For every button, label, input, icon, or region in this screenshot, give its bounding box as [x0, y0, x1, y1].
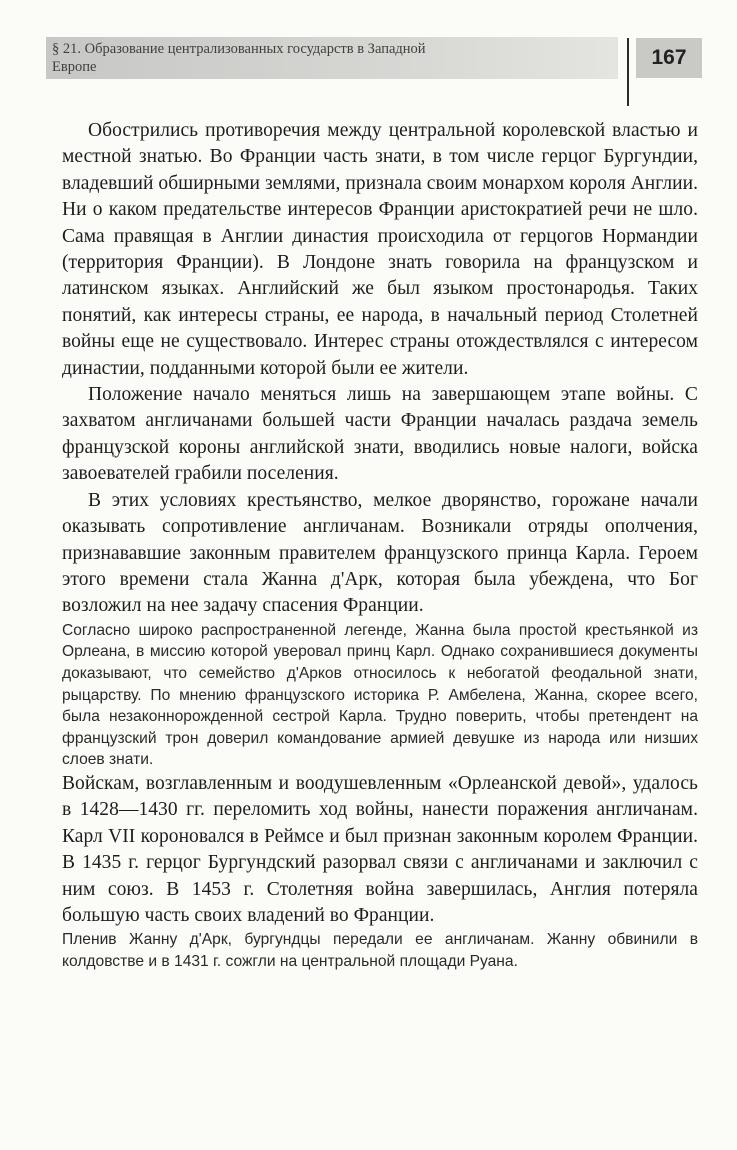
header-divider — [627, 38, 629, 106]
paragraph-3: В этих условиях крестьянство, мелкое дворянство, горожане начали оказывать сопротивление англичанам. Возникали отряды ополчения, признававшие законным правителем французского принца Карла. Героем этого времени стала Жанна д'Арк, которая была убеждена, что Бог возложил на нее задачу спасения Франции. — [62, 489, 698, 617]
page-body — [62, 118, 698, 973]
sidebar-note-legend: Согласно широко распространенной легенде, Жанна была простой крестьянкой из Орлеана, в миссию которой уверовал принц Карл. Однако сохранившиеся документы доказывают, что семейство д'Арков относилось к небогатой феодальной знати, рыцарству. По мнению французского историка Р. Амбелена, Жанна, скорее всего, была незаконнорожденной сестрой Карла. Трудно поверить, чтобы претендент на французский трон доверил командование армией девушке из народа или низших слоев знати. — [62, 621, 698, 769]
section-title: § 21. Образование централизованных государств в Западной Европе — [52, 41, 426, 75]
paragraph-2: Положение начало меняться лишь на завершающем этапе войны. С захватом англичанами большей части Франции началась раздача земель французской короны английской знати, вводились новые налоги, войска завоевателей грабили поселения. — [62, 384, 698, 485]
sidebar-note-execution: Пленив Жанну д'Арк, бургундцы передали ее англичанам. Жанну обвинили в колдовстве и в 1431 г. сожгли на центральной площади Руана. — [62, 931, 698, 970]
paragraph-1: Обострились противоречия между центральной королевской властью и местной знатью. Во Франции часть знати, в том числе герцог Бургундии, владевший обширными землями, признала своим монархом короля Англии. Ни о каком предательстве интересов Франции аристократией речи не шло. Сама правящая в Англии династия происходила от герцогов Нормандии (территория Франции). В Лондоне знать говорила на французском и латинском языках. Английский же был языком простонародья. Таких понятий, как интересы страны, ее народа, в начальный период Столетней войны еще не существовало. Интерес страны отождествлялся с интересом династии, подданными которой были ее жители. — [62, 120, 698, 379]
page-number: 167 — [636, 38, 702, 78]
paragraph-4: Войскам, возглавленным и воодушевленным «Орлеанской девой», удалось в 1428—1430 гг. переломить ход войны, нанести поражения англичанам. Карл VII короновался в Реймсе и был признан законным королем Франции. В 1435 г. герцог Бургундский разорвал связи с англичанами и заключил с ним союз. В 1453 г. Столетняя война завершилась, Англия потеряла большую часть своих владений во Франции. — [62, 772, 698, 926]
